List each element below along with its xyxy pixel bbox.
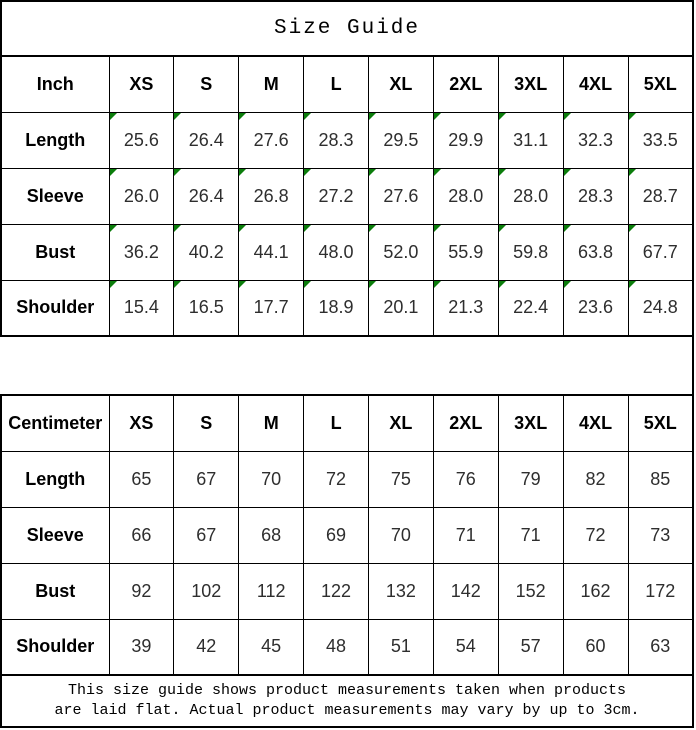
corner-flag-icon [434,169,441,176]
measurement-value-cell: 28.0 [433,168,498,224]
measurement-value-cell: 15.4 [109,280,174,336]
measurement-row [1,168,693,224]
size-header-cell: S [174,56,239,112]
measurement-value-cell: 39 [109,619,174,675]
measurement-value-cell: 69 [304,507,369,563]
corner-flag-icon [564,281,571,288]
corner-flag-icon [239,281,246,288]
measurement-value-cell: 72 [304,451,369,507]
measurement-row [1,112,693,168]
measurement-value-cell: 55.9 [433,224,498,280]
size-header-cell: S [174,395,239,451]
unit-header-cell: Inch [1,56,109,112]
corner-flag-icon [110,113,117,120]
measurement-value-cell: 65 [109,451,174,507]
centimeter-size-table [0,394,694,676]
size-header-cell: M [239,56,304,112]
measurement-label-cell: Sleeve [1,507,109,563]
size-table-header-row [1,56,693,112]
measurement-value-cell: 152 [498,563,563,619]
corner-flag-icon [499,281,506,288]
measurement-label-cell: Shoulder [1,619,109,675]
size-header-cell: 2XL [433,56,498,112]
measurement-row [1,451,693,507]
corner-flag-icon [369,281,376,288]
measurement-value-cell: 29.9 [433,112,498,168]
measurement-value-cell: 82 [563,451,628,507]
corner-flag-icon [369,113,376,120]
measurement-value-cell: 71 [498,507,563,563]
corner-flag-icon [434,225,441,232]
corner-flag-icon [304,225,311,232]
measurement-value-cell: 132 [369,563,434,619]
size-header-cell: 5XL [628,56,693,112]
measurement-row [1,280,693,336]
corner-flag-icon [174,113,181,120]
measurement-value-cell: 102 [174,563,239,619]
measurement-row [1,507,693,563]
measurement-value-cell: 16.5 [174,280,239,336]
measurement-value-cell: 72 [563,507,628,563]
measurement-value-cell: 142 [433,563,498,619]
corner-flag-icon [110,281,117,288]
measurement-value-cell: 85 [628,451,693,507]
corner-flag-icon [434,113,441,120]
measurement-row [1,224,693,280]
measurement-label-cell: Bust [1,563,109,619]
measurement-value-cell: 33.5 [628,112,693,168]
corner-flag-icon [499,169,506,176]
size-header-cell: 4XL [563,395,628,451]
measurement-value-cell: 28.3 [563,168,628,224]
size-table-header-row [1,395,693,451]
measurement-value-cell: 54 [433,619,498,675]
measurement-value-cell: 52.0 [369,224,434,280]
measurement-value-cell: 92 [109,563,174,619]
corner-flag-icon [110,225,117,232]
measurement-row [1,563,693,619]
measurement-value-cell: 20.1 [369,280,434,336]
corner-flag-icon [174,225,181,232]
corner-flag-icon [499,113,506,120]
corner-flag-icon [174,169,181,176]
corner-flag-icon [564,169,571,176]
corner-flag-icon [629,281,636,288]
measurement-value-cell: 60 [563,619,628,675]
corner-flag-icon [434,281,441,288]
measurement-value-cell: 25.6 [109,112,174,168]
corner-flag-icon [629,113,636,120]
measurement-label-cell: Bust [1,224,109,280]
measurement-value-cell: 26.8 [239,168,304,224]
corner-flag-icon [564,225,571,232]
corner-flag-icon [369,225,376,232]
measurement-label-cell: Length [1,112,109,168]
measurement-value-cell: 26.0 [109,168,174,224]
corner-flag-icon [499,225,506,232]
measurement-value-cell: 42 [174,619,239,675]
corner-flag-icon [629,225,636,232]
measurement-value-cell: 172 [628,563,693,619]
measurement-value-cell: 75 [369,451,434,507]
corner-flag-icon [564,113,571,120]
measurement-label-cell: Sleeve [1,168,109,224]
footer-note-line2: are laid flat. Actual product measurements may vary by up to 3cm. [54,702,640,719]
measurement-value-cell: 79 [498,451,563,507]
measurement-value-cell: 48.0 [304,224,369,280]
measurement-value-cell: 68 [239,507,304,563]
measurement-value-cell: 22.4 [498,280,563,336]
size-header-cell: XL [369,56,434,112]
measurement-value-cell: 26.4 [174,168,239,224]
size-header-cell: M [239,395,304,451]
measurement-value-cell: 162 [563,563,628,619]
corner-flag-icon [369,169,376,176]
measurement-value-cell: 76 [433,451,498,507]
corner-flag-icon [239,225,246,232]
measurement-value-cell: 21.3 [433,280,498,336]
measurement-value-cell: 18.9 [304,280,369,336]
corner-flag-icon [239,113,246,120]
size-header-cell: 4XL [563,56,628,112]
size-guide-title-box [0,0,694,55]
measurement-value-cell: 40.2 [174,224,239,280]
measurement-value-cell: 67.7 [628,224,693,280]
measurement-value-cell: 27.6 [369,168,434,224]
size-header-cell: XL [369,395,434,451]
measurement-value-cell: 112 [239,563,304,619]
corner-flag-icon [304,281,311,288]
measurement-value-cell: 28.3 [304,112,369,168]
measurement-value-cell: 36.2 [109,224,174,280]
size-header-cell: XS [109,395,174,451]
measurement-value-cell: 23.6 [563,280,628,336]
footer-note-line1: This size guide shows product measurements taken when products [67,682,627,699]
measurement-value-cell: 63 [628,619,693,675]
measurement-label-cell: Shoulder [1,280,109,336]
measurement-value-cell: 70 [239,451,304,507]
page-title: Size Guide [273,17,421,40]
measurement-value-cell: 29.5 [369,112,434,168]
measurement-value-cell: 45 [239,619,304,675]
measurement-label-cell: Length [1,451,109,507]
size-header-cell: L [304,395,369,451]
measurement-value-cell: 27.6 [239,112,304,168]
unit-header-cell: Centimeter [1,395,109,451]
measurement-value-cell: 67 [174,507,239,563]
measurement-value-cell: 67 [174,451,239,507]
measurement-value-cell: 32.3 [563,112,628,168]
measurement-value-cell: 26.4 [174,112,239,168]
size-header-cell: 5XL [628,395,693,451]
measurement-value-cell: 31.1 [498,112,563,168]
corner-flag-icon [304,169,311,176]
footer-note [0,676,694,728]
measurement-value-cell: 66 [109,507,174,563]
measurement-value-cell: 27.2 [304,168,369,224]
inch-size-table [0,55,694,337]
size-header-cell: L [304,56,369,112]
measurement-value-cell: 73 [628,507,693,563]
measurement-value-cell: 71 [433,507,498,563]
measurement-value-cell: 48 [304,619,369,675]
size-header-cell: 3XL [498,395,563,451]
size-header-cell: XS [109,56,174,112]
measurement-value-cell: 122 [304,563,369,619]
corner-flag-icon [239,169,246,176]
measurement-value-cell: 70 [369,507,434,563]
measurement-value-cell: 44.1 [239,224,304,280]
measurement-value-cell: 28.0 [498,168,563,224]
corner-flag-icon [110,169,117,176]
measurement-value-cell: 17.7 [239,280,304,336]
measurement-value-cell: 63.8 [563,224,628,280]
measurement-row [1,619,693,675]
measurement-value-cell: 59.8 [498,224,563,280]
size-header-cell: 3XL [498,56,563,112]
table-gap-band [0,337,694,394]
size-header-cell: 2XL [433,395,498,451]
measurement-value-cell: 28.7 [628,168,693,224]
corner-flag-icon [174,281,181,288]
measurement-value-cell: 57 [498,619,563,675]
corner-flag-icon [629,169,636,176]
measurement-value-cell: 24.8 [628,280,693,336]
measurement-value-cell: 51 [369,619,434,675]
corner-flag-icon [304,113,311,120]
